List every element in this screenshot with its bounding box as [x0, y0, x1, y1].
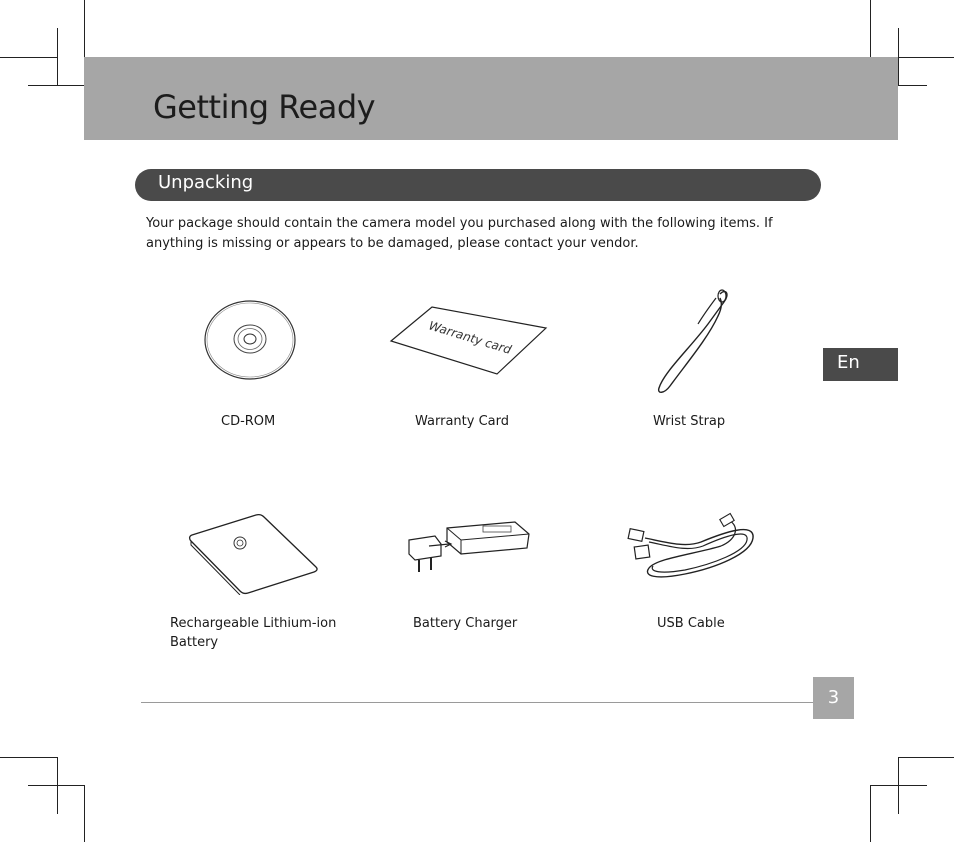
section-title: Unpacking: [158, 172, 254, 193]
battery-charger-icon: [405, 514, 535, 578]
item-label-wrist-strap: Wrist Strap: [653, 414, 726, 429]
footer-rule: [141, 702, 813, 703]
item-label-warranty-card: Warranty Card: [415, 414, 509, 429]
item-label-cd-rom: CD-ROM: [221, 414, 276, 429]
page-number: 3: [813, 677, 854, 719]
wrist-strap-icon: [650, 284, 734, 396]
item-label-usb-cable: USB Cable: [657, 616, 725, 631]
warranty-card-text: Warranty card: [427, 318, 513, 357]
battery-icon: [188, 511, 320, 595]
language-tab-label: En: [837, 352, 860, 373]
intro-text: Your package should contain the camera model you purchased along with the following items. If anything is missing or appears to be damaged, please contact your vendor.: [146, 216, 773, 251]
cd-rom-icon: [200, 298, 300, 382]
item-label-battery-charger: Battery Charger: [413, 616, 518, 631]
warranty-card-icon: [388, 302, 550, 380]
item-label-battery: Rechargeable Lithium-ion Battery: [170, 616, 337, 650]
page-title: Getting Ready: [153, 88, 376, 126]
language-tab: [823, 348, 898, 381]
usb-cable-icon: [625, 512, 761, 588]
